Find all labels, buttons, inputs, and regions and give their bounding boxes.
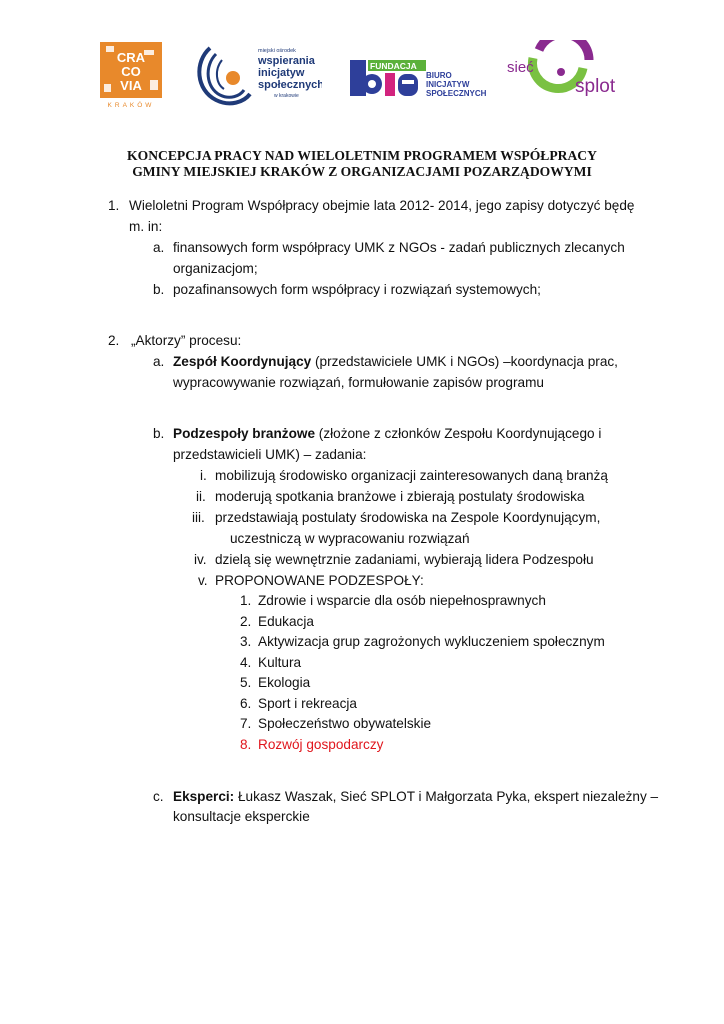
task-text: mobilizują środowisko organizacji zainteresowanych daną branżą <box>215 468 608 483</box>
cracovia-line-3: VIA <box>120 78 142 93</box>
section-2c-bold: Eksperci: <box>173 789 235 804</box>
task-text: przedstawiają postulaty środowiska na Zespole Koordynującym, <box>215 510 601 525</box>
bis-line-2: INICJATYW <box>426 80 470 89</box>
section-1-text-cont: m. in: <box>129 219 163 234</box>
section-1b-text: pozafinansowych form współpracy i rozwiązań systemowych; <box>173 282 541 297</box>
cracovia-logo <box>100 40 165 110</box>
section-2b-label: b. <box>153 426 165 441</box>
section-1a-text-cont: organizacjom; <box>173 261 258 276</box>
section-2a-text-cont: wypracowywanie rozwiązań, formułowanie zapisów programu <box>173 375 544 390</box>
subteam-number: 6. <box>240 696 252 711</box>
subteam-number: 1. <box>240 593 252 608</box>
mows-line-4: społecznych <box>258 79 322 91</box>
task-text: moderują spotkania branżowe i zbierają postulaty środowiska <box>215 489 585 504</box>
cracovia-line-2: CO <box>121 64 141 79</box>
section-2c-rest: Łukasz Waszak, Sieć SPLOT i Małgorzata Pyka, ekspert niezależny – <box>234 789 659 804</box>
subteam-number: 5. <box>240 675 252 690</box>
subteam-number: 2. <box>240 614 252 629</box>
subteam-number: 3. <box>240 634 252 649</box>
mows-logo <box>192 40 322 110</box>
subteam-number: 8. <box>240 737 252 752</box>
title-line-1: KONCEPCJA PRACY NAD WIELOLETNIM PROGRAMEM WSPÓŁPRACY <box>127 148 597 163</box>
cracovia-city: KRAKÓW <box>107 102 155 109</box>
section-2c-label: c. <box>153 789 164 804</box>
cracovia-line-1: CRA <box>116 50 146 65</box>
title-line-2: GMINY MIEJSKIEJ KRAKÓW Z ORGANIZACJAMI POZARZĄDOWYMI <box>132 164 592 179</box>
task-number: ii. <box>196 489 206 504</box>
mows-line-5: w krakowie <box>274 93 299 99</box>
section-2-heading: „Aktorzy” procesu: <box>131 333 242 348</box>
mows-line-1: miejski ośrodek <box>258 48 296 54</box>
subteam-label: Edukacja <box>258 614 314 629</box>
splot-word-2: splot <box>575 76 616 97</box>
task-text-cont: uczestniczą w wypracowaniu rozwiązań <box>230 531 470 546</box>
section-2b-rest: (złożone z członków Zespołu Koordynującego i <box>315 426 602 441</box>
section-1a-label: a. <box>153 240 165 255</box>
section-1-text: Wieloletni Program Współpracy obejmie lata 2012- 2014, jego zapisy dotyczyć będę <box>129 198 635 213</box>
bis-line-1: BIURO <box>426 71 452 80</box>
section-2b-text <box>173 425 601 442</box>
task-number: iii. <box>192 510 205 525</box>
section-2-number: 2. <box>108 333 120 348</box>
subteam-label: Kultura <box>258 655 302 670</box>
section-2a-label: a. <box>153 354 165 369</box>
section-2b-text-cont: przedstawicieli UMK) – zadania: <box>173 447 367 462</box>
splot-logo <box>505 40 635 110</box>
subteam-number: 7. <box>240 716 252 731</box>
splot-word-1: sieć <box>507 59 534 76</box>
task-text: PROPONOWANE PODZESPOŁY: <box>215 573 424 588</box>
task-number: i. <box>200 468 207 483</box>
section-1-number: 1. <box>108 198 120 213</box>
logo-bar <box>100 40 635 110</box>
section-1b-label: b. <box>153 282 165 297</box>
subteam-label: Rozwój gospodarczy <box>258 737 384 752</box>
bis-logo <box>350 40 500 110</box>
mows-line-3: inicjatyw <box>258 67 305 79</box>
section-2a-bold: Zespół Koordynujący <box>173 354 312 369</box>
subteam-label: Ekologia <box>258 675 311 690</box>
subteam-label: Aktywizacja grup zagrożonych wykluczeniem społecznym <box>258 634 605 649</box>
bis-line-3: SPOŁECZNYCH <box>426 89 487 98</box>
subteam-label: Zdrowie i wsparcie dla osób niepełnosprawnych <box>258 593 546 608</box>
section-2c-text <box>173 788 658 805</box>
subteam-number: 4. <box>240 655 252 670</box>
task-number: iv. <box>194 552 207 567</box>
section-2b-bold: Podzespoły branżowe <box>173 426 316 441</box>
section-2a-rest: (przedstawiciele UMK i NGOs) –koordynacja prac, <box>311 354 618 369</box>
subteam-label: Społeczeństwo obywatelskie <box>258 716 432 731</box>
section-1a-text: finansowych form współpracy UMK z NGOs - zadań publicznych zlecanych <box>173 240 625 255</box>
bis-top: FUNDACJA <box>370 61 417 71</box>
task-number: v. <box>198 573 208 588</box>
subteam-label: Sport i rekreacja <box>258 696 357 711</box>
section-2a-text <box>173 353 618 370</box>
task-text: dzielą się wewnętrznie zadaniami, wybierają lidera Podzespołu <box>215 552 594 567</box>
section-2c-text-cont: konsultacje eksperckie <box>173 809 310 824</box>
mows-line-2: wspierania <box>258 55 315 67</box>
document-title <box>0 148 724 180</box>
